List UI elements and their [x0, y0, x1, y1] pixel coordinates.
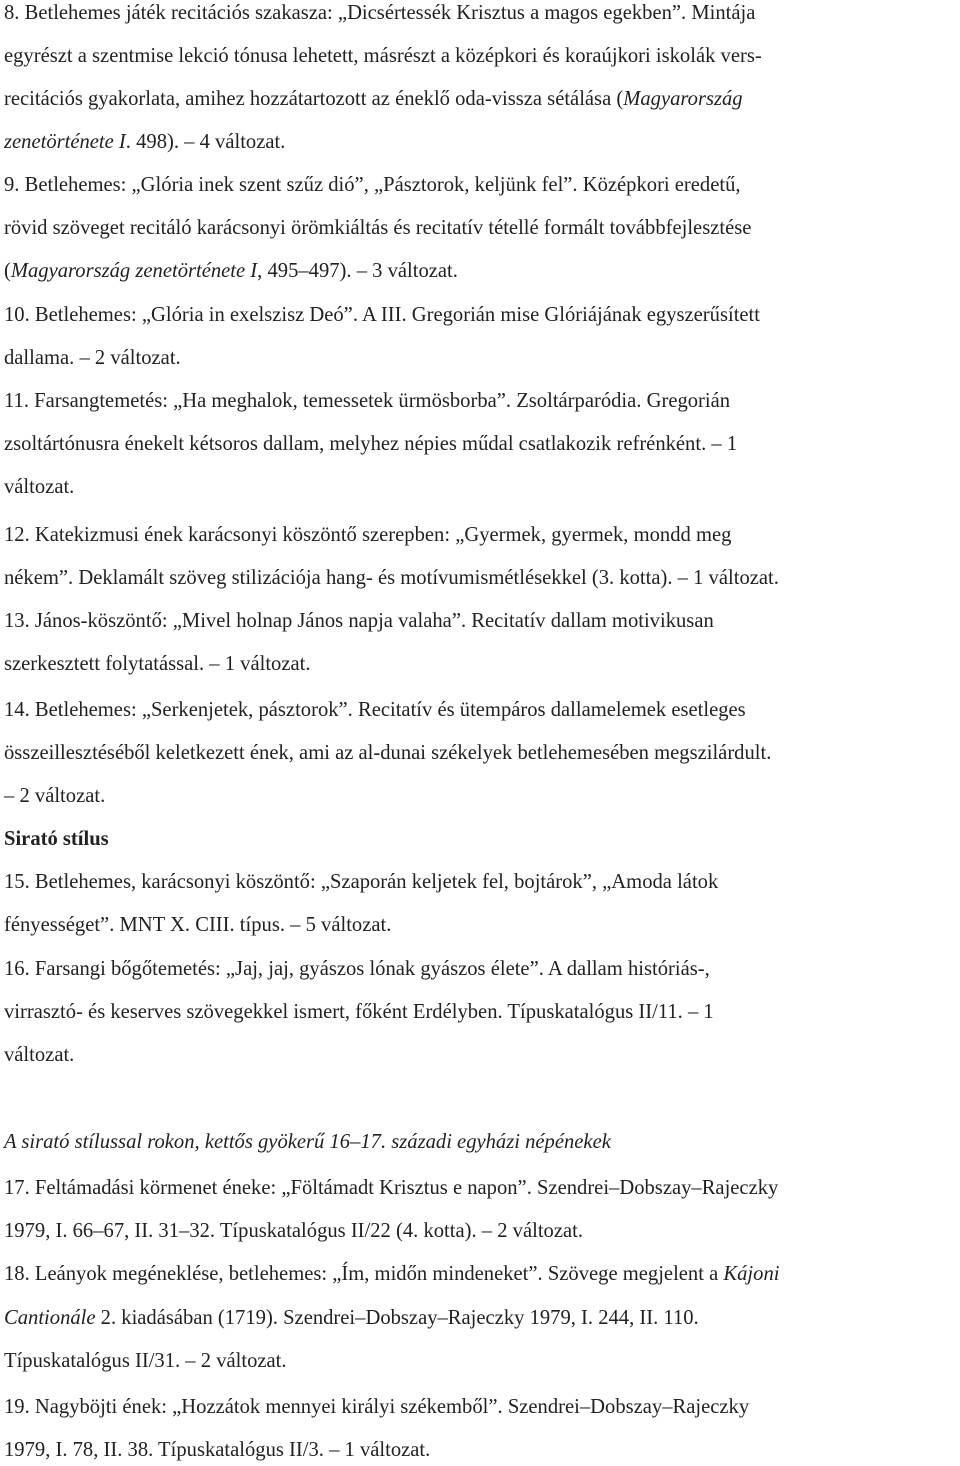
text-line-33: 1979, I. 78, II. 38. Típuskatalógus II/3. – 1 változat.	[4, 1439, 431, 1461]
text-line-8: 10. Betlehemes: „Glória in exelszisz Deó”. A III. Gregorián mise Glóriájának egyszerűsített	[4, 304, 760, 326]
text-line-32: 19. Nagyböjti ének: „Hozzátok mennyei királyi székemből”. Szendrei–Dobszay–Rajeczky	[4, 1396, 750, 1418]
text-line-5: 9. Betlehemes: „Glória inek szent szűz dió”, „Pásztorok, keljünk fel”. Középkori eredetű,	[4, 174, 741, 196]
text-line-24: virrasztó- és keserves szövegekkel ismert, főként Erdélyben. Típuskatalógus II/11. – 1	[4, 1001, 714, 1023]
italic-title: Cantionále	[4, 1307, 96, 1329]
text-line-30: Cantionále 2. kiadásában (1719). Szendrei–Dobszay–Rajeczky 1979, I. 244, II. 110.	[4, 1307, 699, 1329]
text-line-9: dallama. – 2 változat.	[4, 347, 181, 369]
text-line-12: változat.	[4, 476, 75, 498]
text-line-29: 18. Leányok megéneklése, betlehemes: „Ím, midőn mindeneket”. Szövege megjelent a Kájoni	[4, 1263, 780, 1285]
italic-title: Kájoni	[723, 1263, 780, 1285]
section-heading-rokon: A sirató stílussal rokon, kettős gyökerű 16–17. századi egyházi népénekek	[4, 1131, 611, 1153]
text-line-17: 14. Betlehemes: „Serkenjetek, pásztorok”. Recitatív és ütempáros dallamelemek esetleges	[4, 699, 746, 721]
italic-title: Magyarország zenetörténete I	[10, 260, 258, 282]
text-line-25: változat.	[4, 1044, 75, 1066]
text-line-11: zsoltártónusra énekelt kétsoros dallam, melyhez népies műdal csatlakozik refrénként. – 1	[4, 433, 738, 455]
italic-title: Magyarország	[623, 88, 743, 110]
text-line-23: 16. Farsangi bőgőtemetés: „Jaj, jaj, gyászos lónak gyászos élete”. A dallam históriás-,	[4, 958, 710, 980]
text-line-7: (Magyarország zenetörténete I, 495–497). – 3 változat.	[4, 260, 458, 282]
text-line-19: – 2 változat.	[4, 785, 106, 807]
text-line-22: fényességet”. MNT X. CIII. típus. – 5 változat.	[4, 914, 392, 936]
text-line-28: 1979, I. 66–67, II. 31–32. Típuskatalógus II/22 (4. kotta). – 2 változat.	[4, 1220, 584, 1242]
text-line-1: 8. Betlehemes játék recitációs szakasza: „Dicsértessék Krisztus a magos egekben”. Mintája	[4, 2, 756, 24]
text-line-21: 15. Betlehemes, karácsonyi köszöntő: „Szaporán keljetek fel, bojtárok”, „Amoda látok	[4, 871, 719, 893]
text-line-14: nékem”. Deklamált szöveg stilizációja hang- és motívumismétlésekkel (3. kotta). – 1 változat.	[4, 567, 779, 589]
text-line-31: Típuskatalógus II/31. – 2 változat.	[4, 1350, 287, 1372]
text-line-15: 13. János-köszöntő: „Mivel holnap János napja valaha”. Recitatív dallam motivikusan	[4, 610, 714, 632]
text-line-13: 12. Katekizmusi ének karácsonyi köszöntő szerepben: „Gyermek, gyermek, mondd meg	[4, 524, 732, 546]
section-heading-sirato: Sirató stílus	[4, 828, 109, 850]
text-line-4: zenetörténete I. 498). – 4 változat.	[4, 131, 286, 153]
text-line-6: rövid szöveget recitáló karácsonyi örömkiáltás és recitatív tétellé formált továbbfejlesztése	[4, 217, 752, 239]
text-line-2: egyrészt a szentmise lekció tónusa lehetett, másrészt a középkori és koraújkori iskolák vers-	[4, 45, 762, 67]
italic-title: zenetörténete I	[4, 131, 126, 153]
text-line-3: recitációs gyakorlata, amihez hozzátartozott az éneklő oda-vissza sétálása (Magyarország	[4, 88, 743, 110]
text-line-10: 11. Farsangtemetés: „Ha meghalok, temessetek ürmösborba”. Zsoltárparódia. Gregorián	[4, 390, 731, 412]
text-line-16: szerkesztett folytatással. – 1 változat.	[4, 653, 311, 675]
text-line-27: 17. Feltámadási körmenet éneke: „Föltámadt Krisztus e napon”. Szendrei–Dobszay–Rajeczky	[4, 1177, 779, 1199]
text-line-18: összeillesztéséből keletkezett ének, ami az al-dunai székelyek betlehemesében megszilárdult.	[4, 742, 772, 764]
